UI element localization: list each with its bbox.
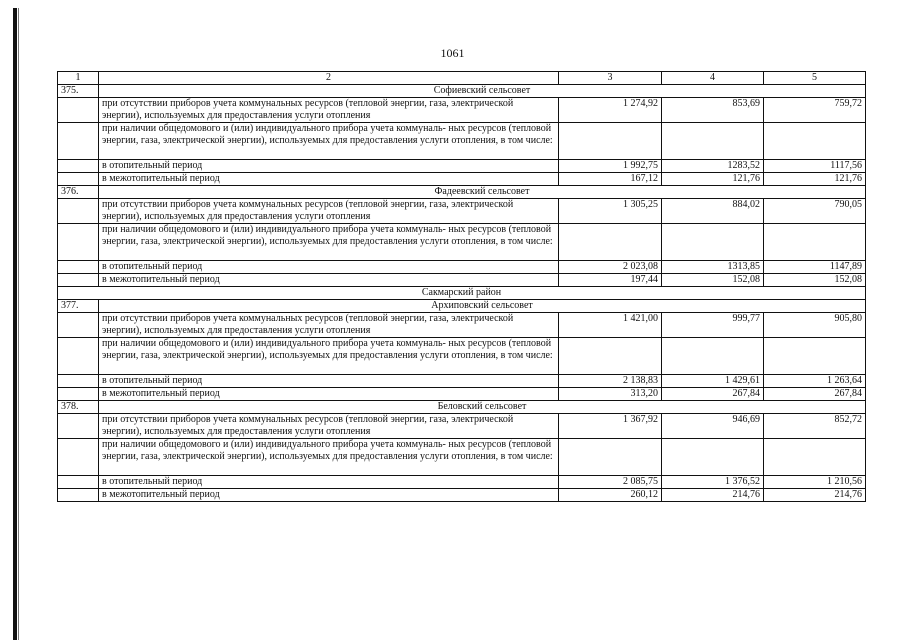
row-label: при наличии общедомового и (или) индивидуального прибора учета коммуналь- ных ресурсов (тепловой энергии, газа, электрической энергии), используемых для предоставления услуги отопления, в том числе: xyxy=(99,224,559,261)
table-row xyxy=(58,199,866,224)
section-row xyxy=(58,401,866,414)
column-header-2: 2 xyxy=(99,72,559,85)
value-col-4: 1 376,52 xyxy=(662,476,764,489)
row-label: в межотопительный период xyxy=(99,274,559,287)
row-label: в межотопительный период xyxy=(99,173,559,186)
value-col-5: 1 210,56 xyxy=(764,476,866,489)
value-col-5: 1 263,64 xyxy=(764,375,866,388)
section-title: Беловский сельсовет xyxy=(99,401,866,414)
value-col-3: 167,12 xyxy=(559,173,662,186)
value-col-empty xyxy=(764,439,866,476)
row-number-empty xyxy=(58,98,99,123)
value-col-5: 1147,89 xyxy=(764,261,866,274)
section-row xyxy=(58,186,866,199)
row-label: при наличии общедомового и (или) индивидуального прибора учета коммуналь- ных ресурсов (тепловой энергии, газа, электрической энергии), используемых для предоставления услуги отопления, в том числе: xyxy=(99,338,559,375)
value-col-3: 197,44 xyxy=(559,274,662,287)
table-row xyxy=(58,388,866,401)
table-row xyxy=(58,123,866,160)
value-col-empty xyxy=(662,123,764,160)
row-label: в межотопительный период xyxy=(99,388,559,401)
header-row xyxy=(58,72,866,85)
row-number-empty xyxy=(58,261,99,274)
value-col-empty xyxy=(662,439,764,476)
row-number-empty xyxy=(58,313,99,338)
column-header-1: 1 xyxy=(58,72,99,85)
row-label: в отопительный период xyxy=(99,375,559,388)
page-number: 1061 xyxy=(440,46,465,60)
table-row xyxy=(58,98,866,123)
column-header-3: 3 xyxy=(559,72,662,85)
row-label: в межотопительный период xyxy=(99,489,559,502)
table-row xyxy=(58,439,866,476)
scan-edge-bar xyxy=(13,8,17,640)
value-col-empty xyxy=(764,123,866,160)
row-number-empty xyxy=(58,476,99,489)
row-label: при отсутствии приборов учета коммунальных ресурсов (тепловой энергии, газа, электрической энергии), используемых для предоставления услуги отопления xyxy=(99,98,559,123)
table-row xyxy=(58,160,866,173)
value-col-3: 1 421,00 xyxy=(559,313,662,338)
row-number: 376. xyxy=(58,186,99,199)
value-col-4: 267,84 xyxy=(662,388,764,401)
value-col-empty xyxy=(662,338,764,375)
table-row xyxy=(58,261,866,274)
value-col-5: 267,84 xyxy=(764,388,866,401)
row-number-empty xyxy=(58,375,99,388)
row-label: в отопительный период xyxy=(99,476,559,489)
value-col-3: 2 138,83 xyxy=(559,375,662,388)
row-number-empty xyxy=(58,439,99,476)
value-col-5: 905,80 xyxy=(764,313,866,338)
column-header-5: 5 xyxy=(764,72,866,85)
row-label: при отсутствии приборов учета коммунальных ресурсов (тепловой энергии, газа, электрической энергии), используемых для предоставления услуги отопления xyxy=(99,313,559,338)
table-row xyxy=(58,476,866,489)
value-col-empty xyxy=(559,224,662,261)
value-col-4: 1283,52 xyxy=(662,160,764,173)
section-row xyxy=(58,85,866,98)
value-col-3: 313,20 xyxy=(559,388,662,401)
row-number: 377. xyxy=(58,300,99,313)
row-number-empty xyxy=(58,173,99,186)
value-col-3: 1 367,92 xyxy=(559,414,662,439)
value-col-5: 121,76 xyxy=(764,173,866,186)
row-number: 375. xyxy=(58,85,99,98)
value-col-4: 1 429,61 xyxy=(662,375,764,388)
tariff-table xyxy=(57,71,866,502)
row-number-empty xyxy=(58,338,99,375)
section-title: Фадеевский сельсовет xyxy=(99,186,866,199)
value-col-4: 853,69 xyxy=(662,98,764,123)
row-number-empty xyxy=(58,160,99,173)
value-col-3: 2 085,75 xyxy=(559,476,662,489)
row-number-empty xyxy=(58,274,99,287)
row-label: при отсутствии приборов учета коммунальных ресурсов (тепловой энергии, газа, электрической энергии), используемых для предоставления услуги отопления xyxy=(99,199,559,224)
row-number-empty xyxy=(58,489,99,502)
row-label: при наличии общедомового и (или) индивидуального прибора учета коммуналь- ных ресурсов (тепловой энергии, газа, электрической энергии), используемых для предоставления услуги отопления, в том числе: xyxy=(99,123,559,160)
value-col-4: 1313,85 xyxy=(662,261,764,274)
row-number-empty xyxy=(58,414,99,439)
row-label: в отопительный период xyxy=(99,160,559,173)
value-col-4: 884,02 xyxy=(662,199,764,224)
table-row xyxy=(58,313,866,338)
district-title: Сакмарский район xyxy=(58,287,866,300)
value-col-5: 852,72 xyxy=(764,414,866,439)
table-row xyxy=(58,414,866,439)
table-row xyxy=(58,224,866,261)
value-col-4: 121,76 xyxy=(662,173,764,186)
table-row xyxy=(58,375,866,388)
scan-edge-line xyxy=(18,8,19,640)
row-number-empty xyxy=(58,123,99,160)
tariff-table-body xyxy=(58,72,866,502)
table-row xyxy=(58,274,866,287)
row-label: в отопительный период xyxy=(99,261,559,274)
section-title: Софиевский сельсовет xyxy=(99,85,866,98)
value-col-3: 1 274,92 xyxy=(559,98,662,123)
value-col-5: 152,08 xyxy=(764,274,866,287)
row-label: при наличии общедомового и (или) индивидуального прибора учета коммуналь- ных ресурсов (тепловой энергии, газа, электрической энергии), используемых для предоставления услуги отопления, в том числе: xyxy=(99,439,559,476)
value-col-empty xyxy=(764,338,866,375)
table-row xyxy=(58,338,866,375)
value-col-empty xyxy=(662,224,764,261)
value-col-3: 1 992,75 xyxy=(559,160,662,173)
column-header-4: 4 xyxy=(662,72,764,85)
value-col-4: 152,08 xyxy=(662,274,764,287)
row-label: при отсутствии приборов учета коммунальных ресурсов (тепловой энергии, газа, электрической энергии), используемых для предоставления услуги отопления xyxy=(99,414,559,439)
section-title: Архиповский сельсовет xyxy=(99,300,866,313)
district-row xyxy=(58,287,866,300)
section-row xyxy=(58,300,866,313)
table-row xyxy=(58,489,866,502)
value-col-4: 214,76 xyxy=(662,489,764,502)
value-col-empty xyxy=(559,439,662,476)
value-col-5: 790,05 xyxy=(764,199,866,224)
value-col-empty xyxy=(559,123,662,160)
value-col-5: 214,76 xyxy=(764,489,866,502)
value-col-empty xyxy=(559,338,662,375)
value-col-4: 999,77 xyxy=(662,313,764,338)
row-number-empty xyxy=(58,388,99,401)
value-col-3: 260,12 xyxy=(559,489,662,502)
value-col-3: 1 305,25 xyxy=(559,199,662,224)
table-row xyxy=(58,173,866,186)
value-col-5: 759,72 xyxy=(764,98,866,123)
value-col-empty xyxy=(764,224,866,261)
value-col-4: 946,69 xyxy=(662,414,764,439)
row-number: 378. xyxy=(58,401,99,414)
row-number-empty xyxy=(58,199,99,224)
row-number-empty xyxy=(58,224,99,261)
value-col-3: 2 023,08 xyxy=(559,261,662,274)
value-col-5: 1117,56 xyxy=(764,160,866,173)
